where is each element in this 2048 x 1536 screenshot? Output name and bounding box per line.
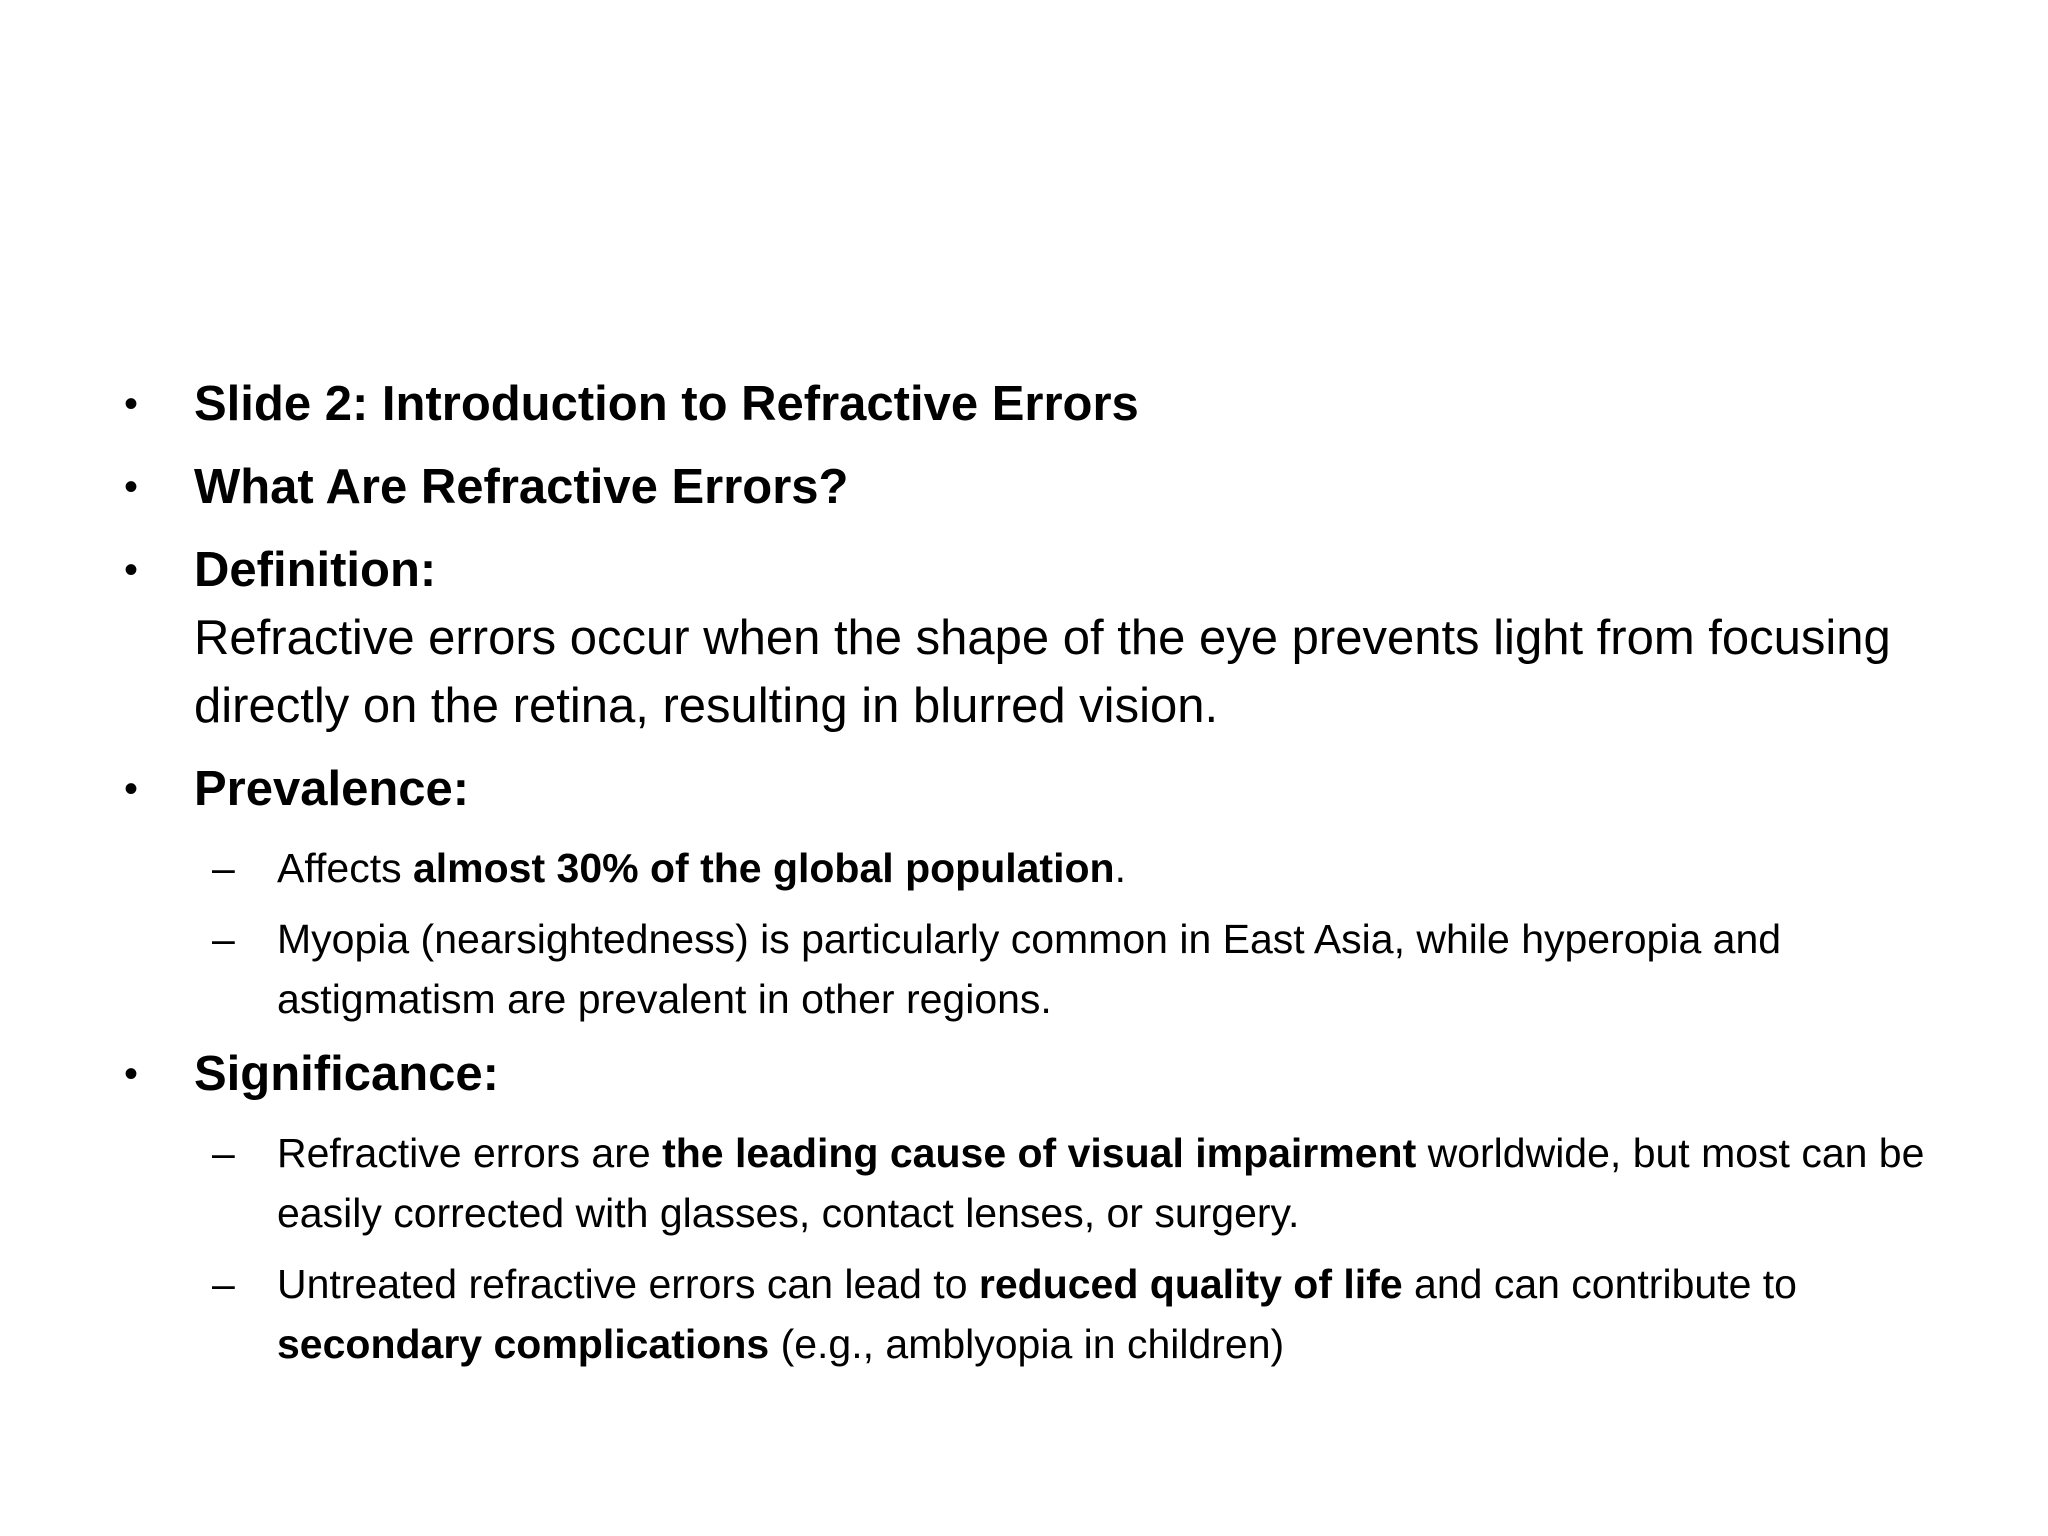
bullet-icon: • (124, 465, 139, 509)
dash-icon: – (212, 916, 235, 962)
bullet-item-slide-title (120, 370, 1950, 438)
bullet-icon: • (124, 382, 139, 426)
sub-item-text: Untreated refractive errors can lead to (277, 1261, 979, 1307)
sub-item-text: Myopia (nearsightedness) is particularly common in East Asia, while hyperopia and astigmatism are prevalent in other regions. (277, 916, 1782, 1022)
bullet-heading: Definition: (194, 543, 437, 597)
bullet-heading: Prevalence: (194, 762, 470, 816)
sub-item-significance-2 (120, 1254, 1950, 1374)
bullet-heading: What Are Refractive Errors? (194, 460, 849, 514)
definition-text: Refractive errors occur when the shape of the eye prevents light from focusing directly on the retina, resulting in blurred vision. (194, 611, 1891, 733)
bullet-item-what-are (120, 453, 1950, 521)
sub-item-emphasis: reduced quality of life (978, 1261, 1403, 1307)
dash-icon: – (212, 1261, 235, 1307)
sub-item-emphasis: almost 30% of the global population (412, 845, 1115, 891)
bullet-item-significance (120, 1040, 1950, 1108)
bullet-icon: • (124, 548, 139, 592)
bullet-heading: Slide 2: Introduction to Refractive Errors (194, 377, 1139, 431)
sub-item-emphasis: the leading cause of visual impairment (662, 1130, 1417, 1176)
bullet-item-prevalence (120, 755, 1950, 823)
sub-item-text: Affects (277, 845, 413, 891)
bullet-heading: Significance: (194, 1047, 499, 1101)
dash-icon: – (212, 845, 235, 891)
bullet-icon: • (124, 1052, 139, 1096)
sub-item-text: and can contribute to (1402, 1261, 1797, 1307)
bullet-icon: • (124, 767, 139, 811)
sub-item-text: . (1114, 845, 1126, 891)
bullet-item-definition (120, 536, 1950, 740)
sub-item-significance-1 (120, 1123, 1950, 1243)
sub-item-text: Refractive errors are (277, 1130, 663, 1176)
dash-icon: – (212, 1130, 235, 1176)
sub-item-prevalence-2 (120, 909, 1950, 1029)
sub-item-text: worldwide, but most can be easily corrected with glasses, contact lenses, or surgery. (277, 1130, 1925, 1236)
slide-content (120, 370, 1950, 1385)
sub-item-text: (e.g., amblyopia in children) (769, 1321, 1285, 1367)
sub-item-emphasis: secondary complications (277, 1321, 770, 1367)
sub-item-prevalence-1 (120, 838, 1950, 898)
